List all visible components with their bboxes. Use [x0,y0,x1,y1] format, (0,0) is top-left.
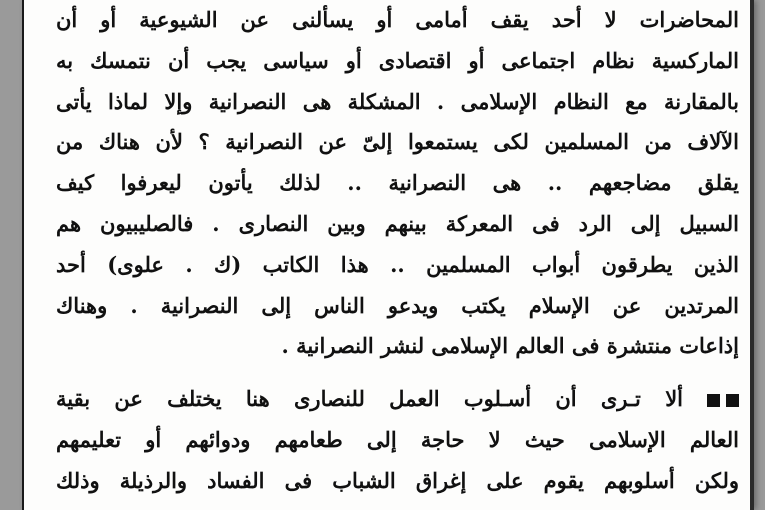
paragraph-2 [56,379,739,501]
text-line: الذين يطرقون أبواب المسلمين .. هذا الكاتب (ك . علوى) أحد [56,251,739,277]
document-text [56,0,739,502]
paragraph-marker-icon [701,379,739,420]
text-line: ألا تـرى أن أسـلوب العمل للنصارى هنا يختلف عن بقية [56,386,683,412]
text-line: المحاضرات لا أحد يقف أمامى أو يسألنى عن الشيوعية أو أن [56,7,739,32]
text-line-with-marker [56,379,739,420]
text-line: بالمقارنة مع النظام الإسلامى . المشكلة هى النصرانية وإلا لماذا يأتى [56,88,739,114]
text-line: الماركسية نظام اجتماعى أو اقتصادى أو سياسى يجب أن نتمسك به [56,47,739,73]
text-line: الآلاف من المسلمين لكى يستمعوا إلىّ عن النصرانية ؟ لأن هناك من [56,129,739,155]
text-line: العالم الإسلامى حيث لا حاجة إلى طعامهم ودوائهم أو تعليمهم [56,426,739,452]
page-edge [750,0,754,510]
paragraph-1 [56,0,739,367]
text-line: المرتدين عن الإسلام يكتب ويدعو الناس إلى النصرانية . وهناك [56,292,739,318]
text-line: السبيل إلى الرد فى المعركة بينهم وبين النصارى . فالصليبيون هم [56,210,739,236]
text-line: ولكن أسلوبهم يقوم على إغراق الشباب فى الفساد والرذيلة وذلك [56,467,739,493]
text-line: يقلق مضاجعهم .. هى النصرانية .. لذلك يأتون ليعرفوا كيف [56,170,739,196]
text-line: إذاعات منتشرة فى العالم الإسلامى لنشر النصرانية . [281,333,739,359]
document-page [22,0,752,510]
